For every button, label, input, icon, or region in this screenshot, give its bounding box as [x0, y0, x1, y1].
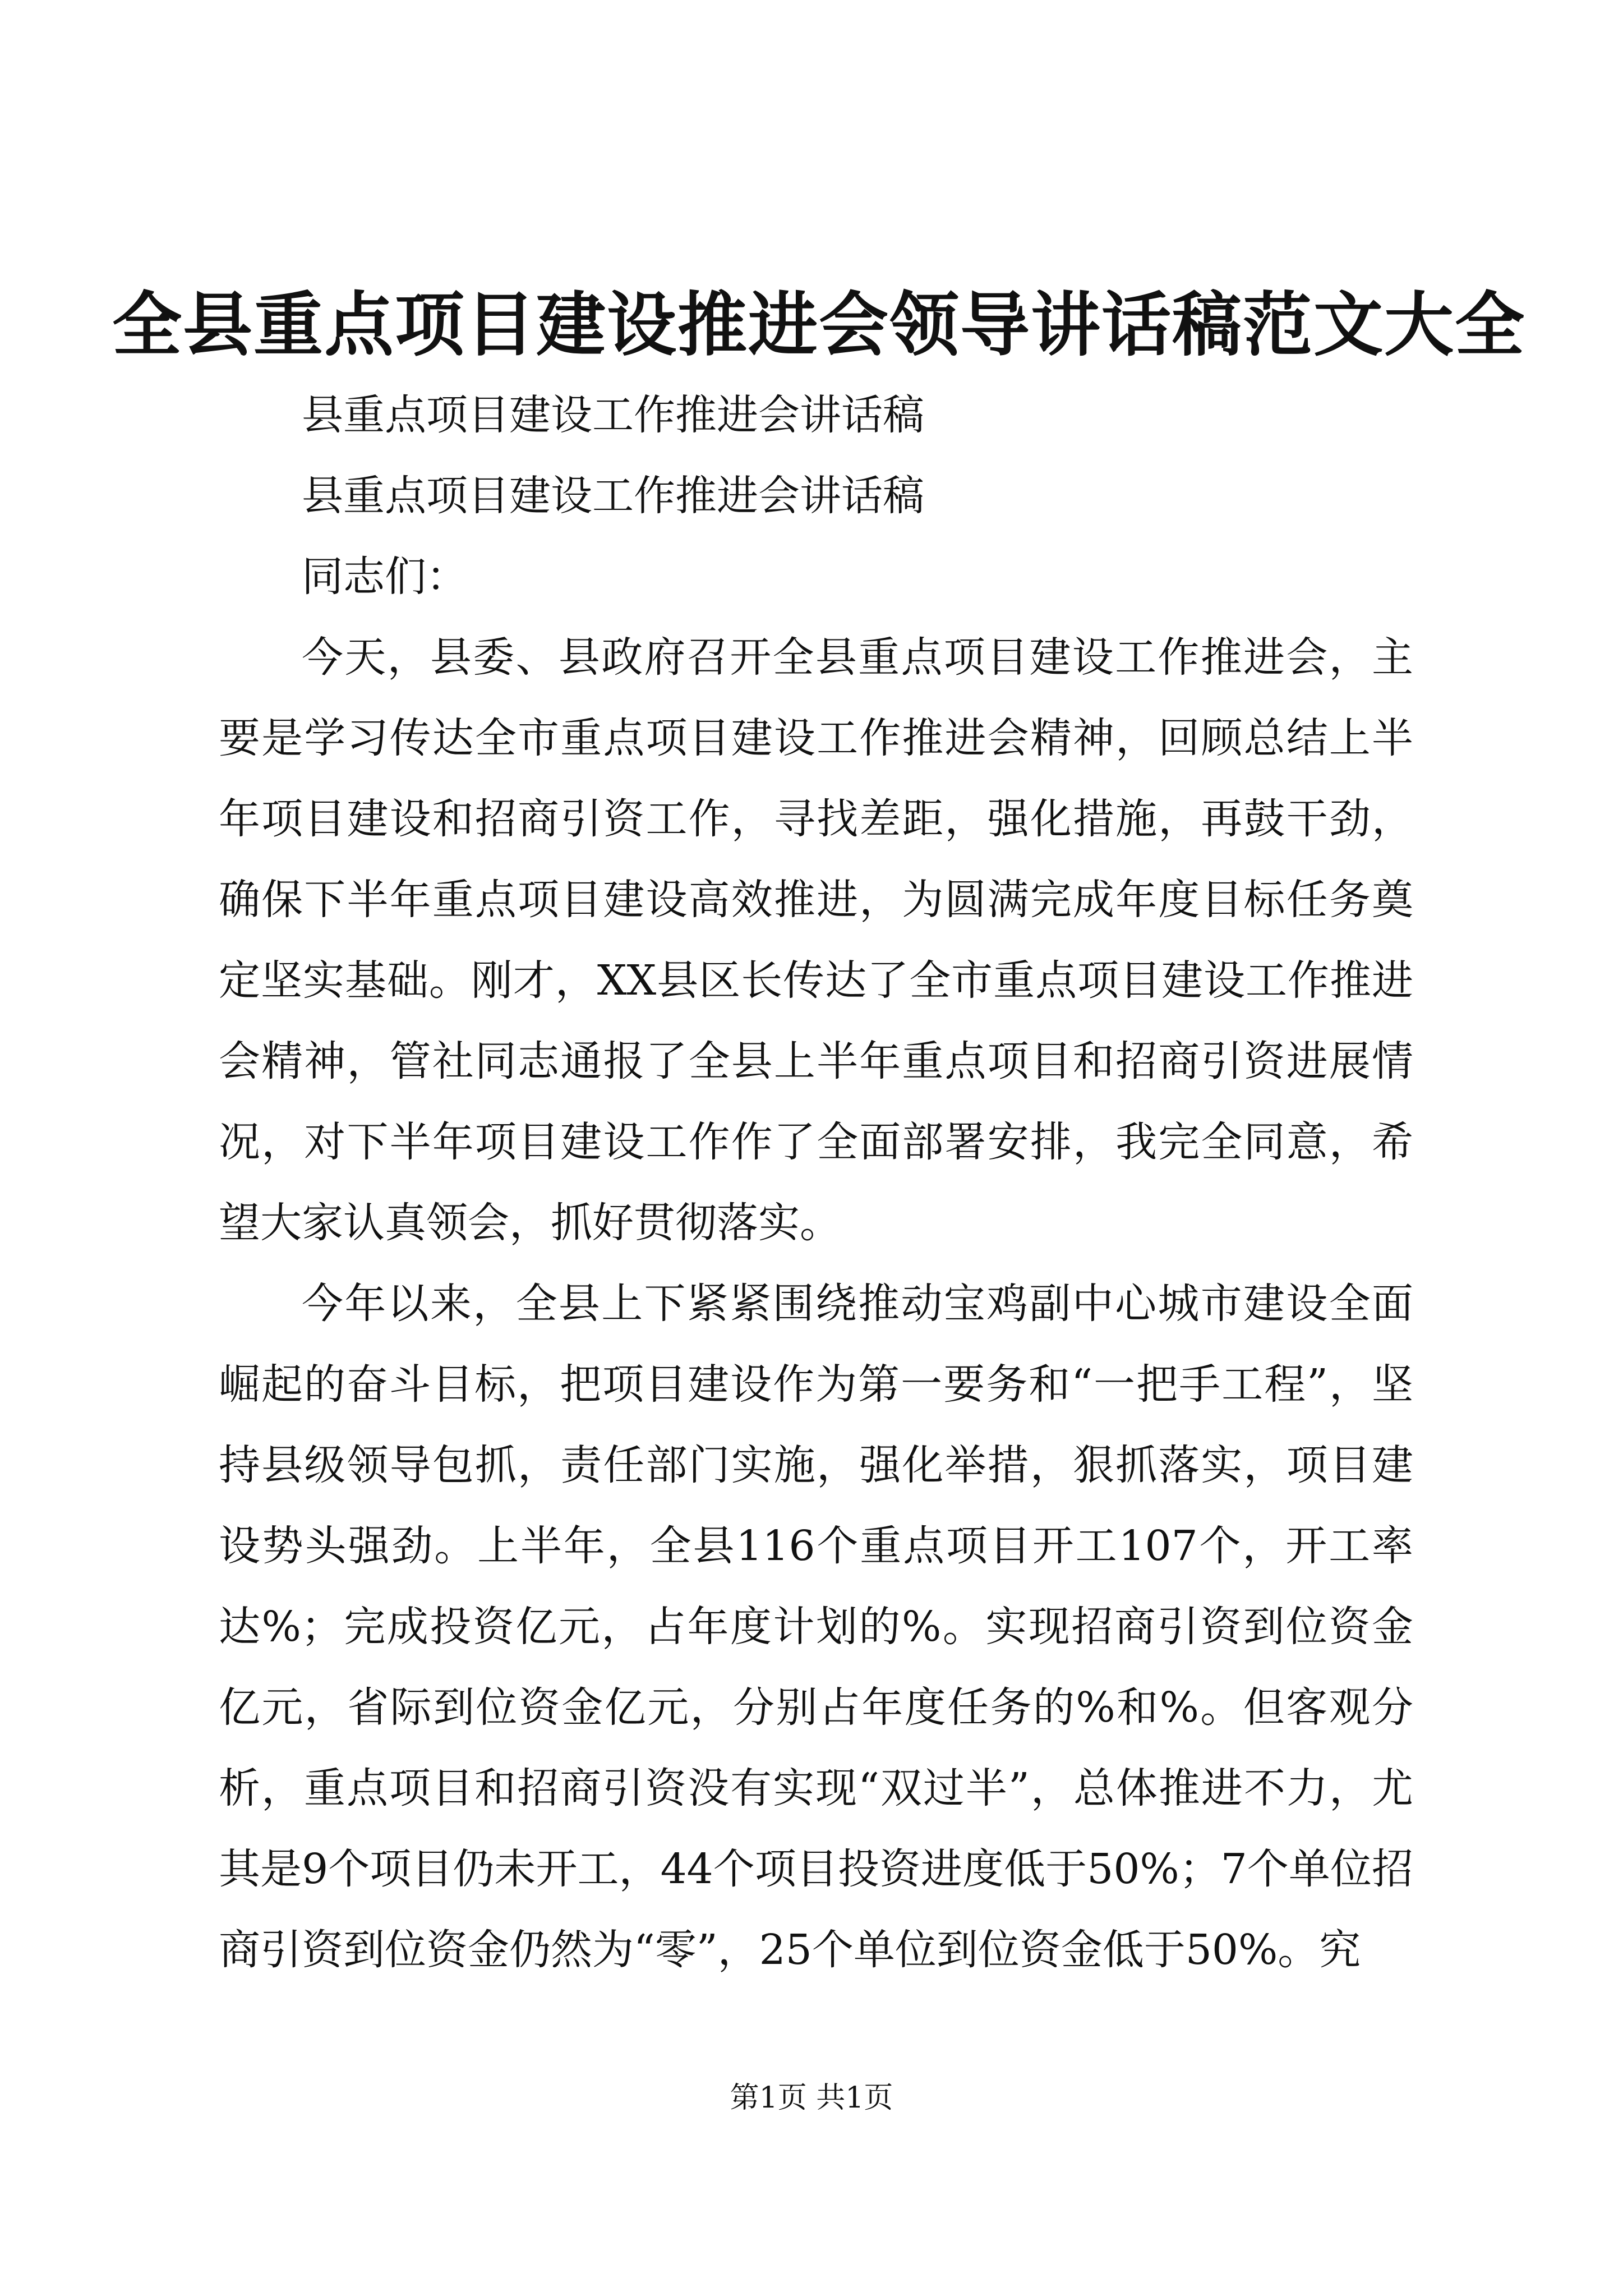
document-title: 全县重点项目建设推进会领导讲话稿范文大全 [112, 284, 1526, 366]
subtitle-line: 县重点项目建设工作推进会讲话稿 [302, 472, 924, 520]
body-paragraph: 今年以来，全县上下紧紧围绕推动宝鸡副中心城市建设全面崛起的奋斗目标，把项目建设作为第一要务和“一把手工程”，坚持县级领导包抓，责任部门实施，强化举措，狠抓落实，项目建设势头强劲。上半年，全县116个重点项目开工107个，开工率达%；完成投资亿元，占年度计划的%。实现招商引资到位资金亿元，省际到位资金亿元，分别占年度任务的%和%。但客观分析，重点项目和招商引资没有实现“双过半”，总体推进不力，尤其是9个项目仍未开工，44个项目投资进度低于50%；7个单位招商引资到位资金仍然为“零”，25个单位到位资金低于50%。究 [219, 1280, 1413, 1974]
subtitle-line: 县重点项目建设工作推进会讲话稿 [302, 391, 924, 439]
page-footer: 第1页 共1页 [730, 2081, 893, 2115]
salutation: 同志们： [302, 553, 468, 601]
document-body [219, 375, 1413, 1990]
body-paragraph: 今天，县委、县政府召开全县重点项目建设工作推进会，主要是学习传达全市重点项目建设工作推进会精神，回顾总结上半年项目建设和招商引资工作，寻找差距，强化措施，再鼓干劲，确保下半年重点项目建设高效推进，为圆满完成年度目标任务奠定坚实基础。刚才，XX县区长传达了全市重点项目建设工作推进会精神，管社同志通报了全县上半年重点项目和招商引资进展情况，对下半年项目建设工作作了全面部署安排，我完全同意，希望大家认真领会，抓好贯彻落实。 [219, 633, 1413, 1247]
